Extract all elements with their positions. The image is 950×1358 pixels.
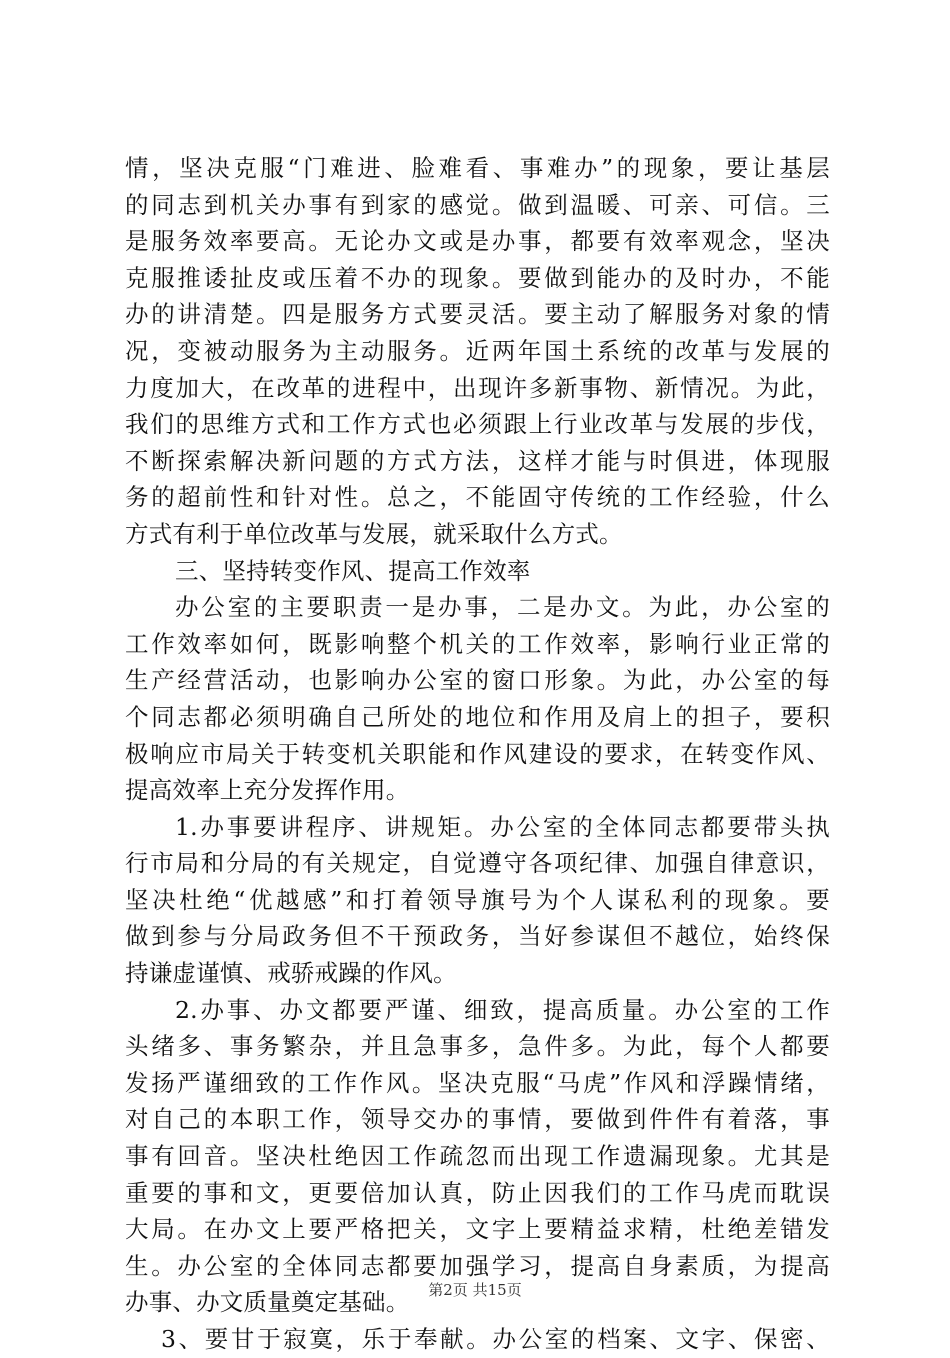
text-line: 个同志都必须明确自己所处的地位和作用及肩上的担子，要积	[125, 702, 830, 731]
text-line: 坚决杜绝“优越感”和打着领导旗号为个人谋私利的现象。要	[125, 885, 830, 914]
text-line: 提高效率上充分发挥作用。	[125, 776, 410, 805]
text-line: 务的超前性和针对性。总之，不能固守传统的工作经验，什么	[125, 483, 830, 512]
text-line: 重要的事和文，更要倍加认真，防止因我们的工作马虎而耽误	[125, 1178, 830, 1207]
text-line: 方式有利于单位改革与发展，就采取什么方式。	[125, 519, 623, 548]
text-line: 极响应市局关于转变机关职能和作风建设的要求，在转变作风、	[125, 739, 830, 768]
text-line: 工作效率如何，既影响整个机关的工作效率，影响行业正常的	[125, 629, 830, 658]
text-line: 情，坚决克服“门难进、脸难看、事难办”的现象，要让基层	[125, 154, 830, 182]
text-line: 生产经营活动，也影响办公室的窗口形象。为此，办公室的每	[125, 666, 830, 695]
text-line: 办事、办文质量奠定基础。	[125, 1288, 410, 1317]
text-line: 的同志到机关办事有到家的感觉。做到温暖、可亲、可信。三	[125, 190, 830, 219]
text-line: 事有回音。坚决杜绝因工作疏忽而出现工作遗漏现象。尤其是	[125, 1142, 830, 1171]
text-line: 大局。在办文上要严格把关，文字上要精益求精，杜绝差错发	[125, 1215, 830, 1244]
page-number: 第2页 共15页	[428, 1281, 522, 1299]
section-heading: 三、坚持转变作风、提高工作效率	[175, 556, 531, 585]
text-line: 是服务效率要高。无论办文或是办事，都要有效率观念，坚决	[125, 227, 830, 256]
text-line: 行市局和分局的有关规定，自觉遵守各项纪律、加强自律意识，	[125, 849, 830, 878]
text-line: 办的讲清楚。四是服务方式要灵活。要主动了解服务对象的情	[125, 300, 830, 329]
text-line: 不断探索解决新问题的方式方法，这样才能与时俱进，体现服	[125, 446, 830, 475]
list-item-heading: 2.办事、办文都要严谨、细致，提高质量。办公室的工作	[175, 995, 830, 1024]
text-line: 我们的思维方式和工作方式也必须跟上行业改革与发展的步伐，	[125, 410, 830, 439]
text-line: 力度加大，在改革的进程中，出现许多新事物、新情况。为此，	[125, 373, 830, 402]
document-body	[125, 150, 830, 1358]
text-line: 发扬严谨细致的工作作风。坚决克服“马虎”作风和浮躁情绪，	[125, 1068, 830, 1097]
text-line: 头绪多、事务繁杂，并且急事多，急件多。为此，每个人都要	[125, 1032, 830, 1061]
text-line: 况，变被动服务为主动服务。近两年国土系统的改革与发展的	[125, 336, 830, 365]
list-item-heading: 3、要甘于寂寞，乐于奉献。办公室的档案、文字、保密、	[161, 1325, 830, 1353]
text-line: 对自己的本职工作，领导交办的事情，要做到件件有着落，事	[125, 1105, 830, 1134]
text-line: 持谦虚谨慎、戒骄戒躁的作风。	[125, 959, 457, 988]
list-item-heading: 1.办事要讲程序、讲规矩。办公室的全体同志都要带头执	[175, 812, 830, 841]
text-line: 做到参与分局政务但不干预政务，当好参谋但不越位，始终保	[125, 922, 830, 951]
text-line: 克服推诿扯皮或压着不办的现象。要做到能办的及时办，不能	[125, 263, 830, 292]
text-line: 生。办公室的全体同志都要加强学习，提高自身素质，为提高	[125, 1251, 830, 1280]
text-line: 办公室的主要职责一是办事，二是办文。为此，办公室的	[175, 593, 830, 622]
